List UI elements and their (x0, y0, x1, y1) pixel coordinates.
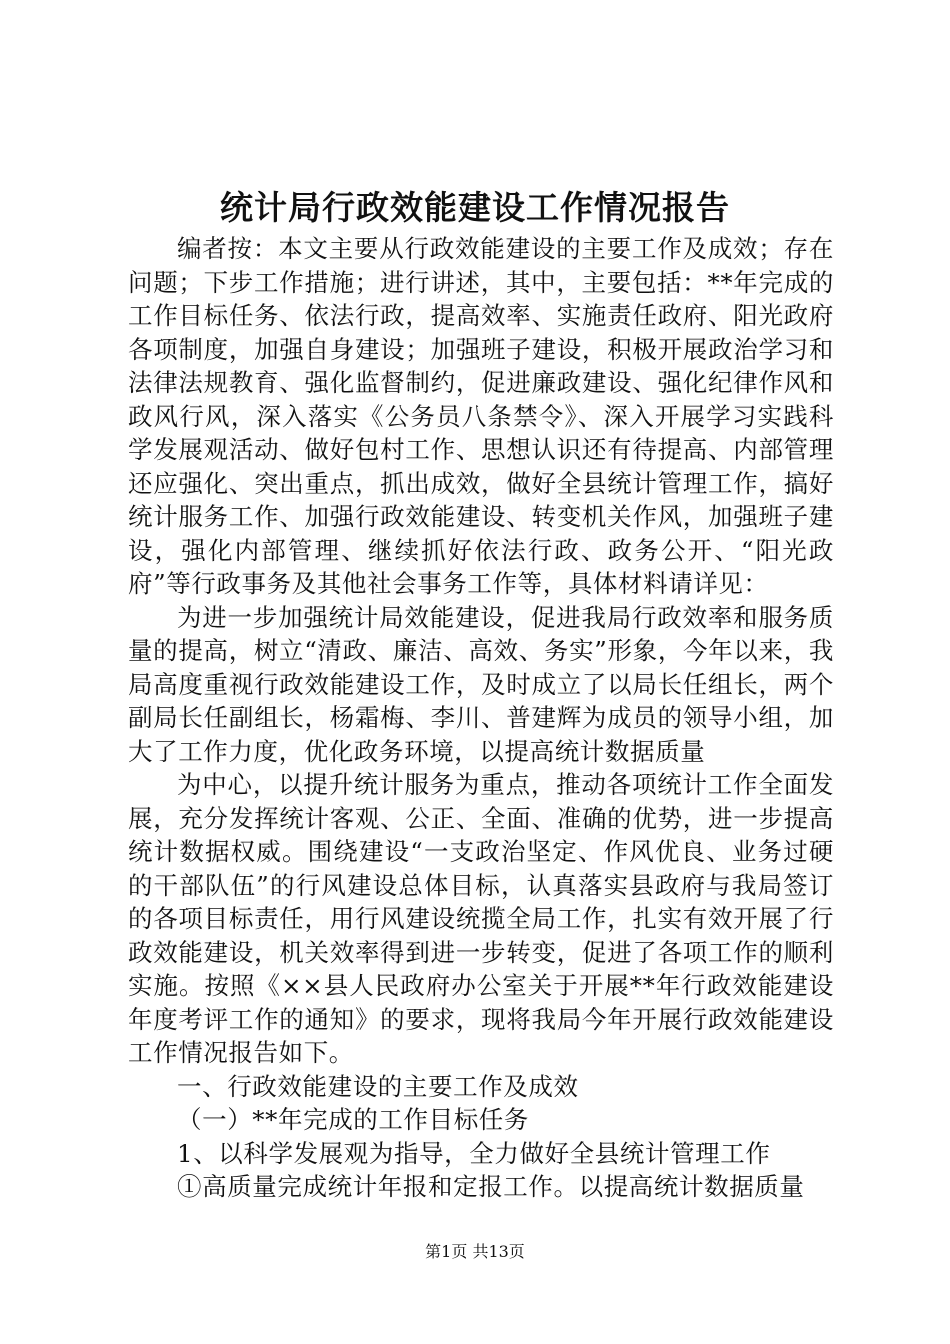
page-number-footer: 第1页 共13页 (425, 1242, 525, 1261)
item-heading: 1、以科学发展观为指导，全力做好全县统计管理工作 (177, 1138, 771, 1168)
section-heading: 一、行政效能建设的主要工作及成效 (177, 1071, 579, 1101)
body-paragraph: 为中心，以提升统计服务为重点，推动各项统计工作全面发展，充分发挥统计客观、公正、全面、准确的优势，进一步提高统计数据权威。围绕建设“一支政治坚定、作风优良、业务过硬的干部队伍”的行风建设总体目标，认真落实县政府与我局签订的各项目标责任，用行风建设统揽全局工作，扎实有效开展了行政效能建设，机关效率得到进一步转变，促进了各项工作的顺利实施。按照《××县人民政府办公室关于开展**年行政效能建设年度考评工作的通知》的要求，现将我局今年开展行政效能建设工作情况报告如下。 (128, 770, 834, 1067)
document-title: 统计局行政效能建设工作情况报告 (220, 188, 730, 227)
document-body (128, 232, 834, 1204)
editor-note-paragraph: 编者按：本文主要从行政效能建设的主要工作及成效；存在问题；下步工作措施；进行讲述，其中，主要包括：**年完成的工作目标任务、依法行政，提高效率、实施责任政府、阳光政府各项制度，加强自身建设；加强班子建设，积极开展政治学习和法律法规教育、强化监督制约，促进廉政建设、强化纪律作风和政风行风，深入落实《公务员八条禁令》、深入开展学习实践科学发展观活动、做好包村工作、思想认识还有待提高、内部管理还应强化、突出重点，抓出成效，做好全县统计管理工作，搞好统计服务工作、加强行政效能建设、转变机关作风，加强班子建设，强化内部管理、继续抓好依法行政、政务公开、“阳光政府”等行政事务及其他社会事务工作等，具体材料请详见： (128, 234, 834, 598)
body-paragraph: ①高质量完成统计年报和定报工作。以提高统计数据质量 (177, 1172, 805, 1201)
body-paragraph: 为进一步加强统计局效能建设，促进我局行政效率和服务质量的提高，树立“清政、廉洁、高效、务实”形象，今年以来，我局高度重视行政效能建设工作，及时成立了以局长任组长，两个副局长任副组长，杨霜梅、李川、普建辉为成员的领导小组，加大了工作力度，优化政务环境，以提高统计数据质量 (128, 602, 834, 766)
subsection-heading: （一）**年完成的工作目标任务 (177, 1105, 529, 1134)
